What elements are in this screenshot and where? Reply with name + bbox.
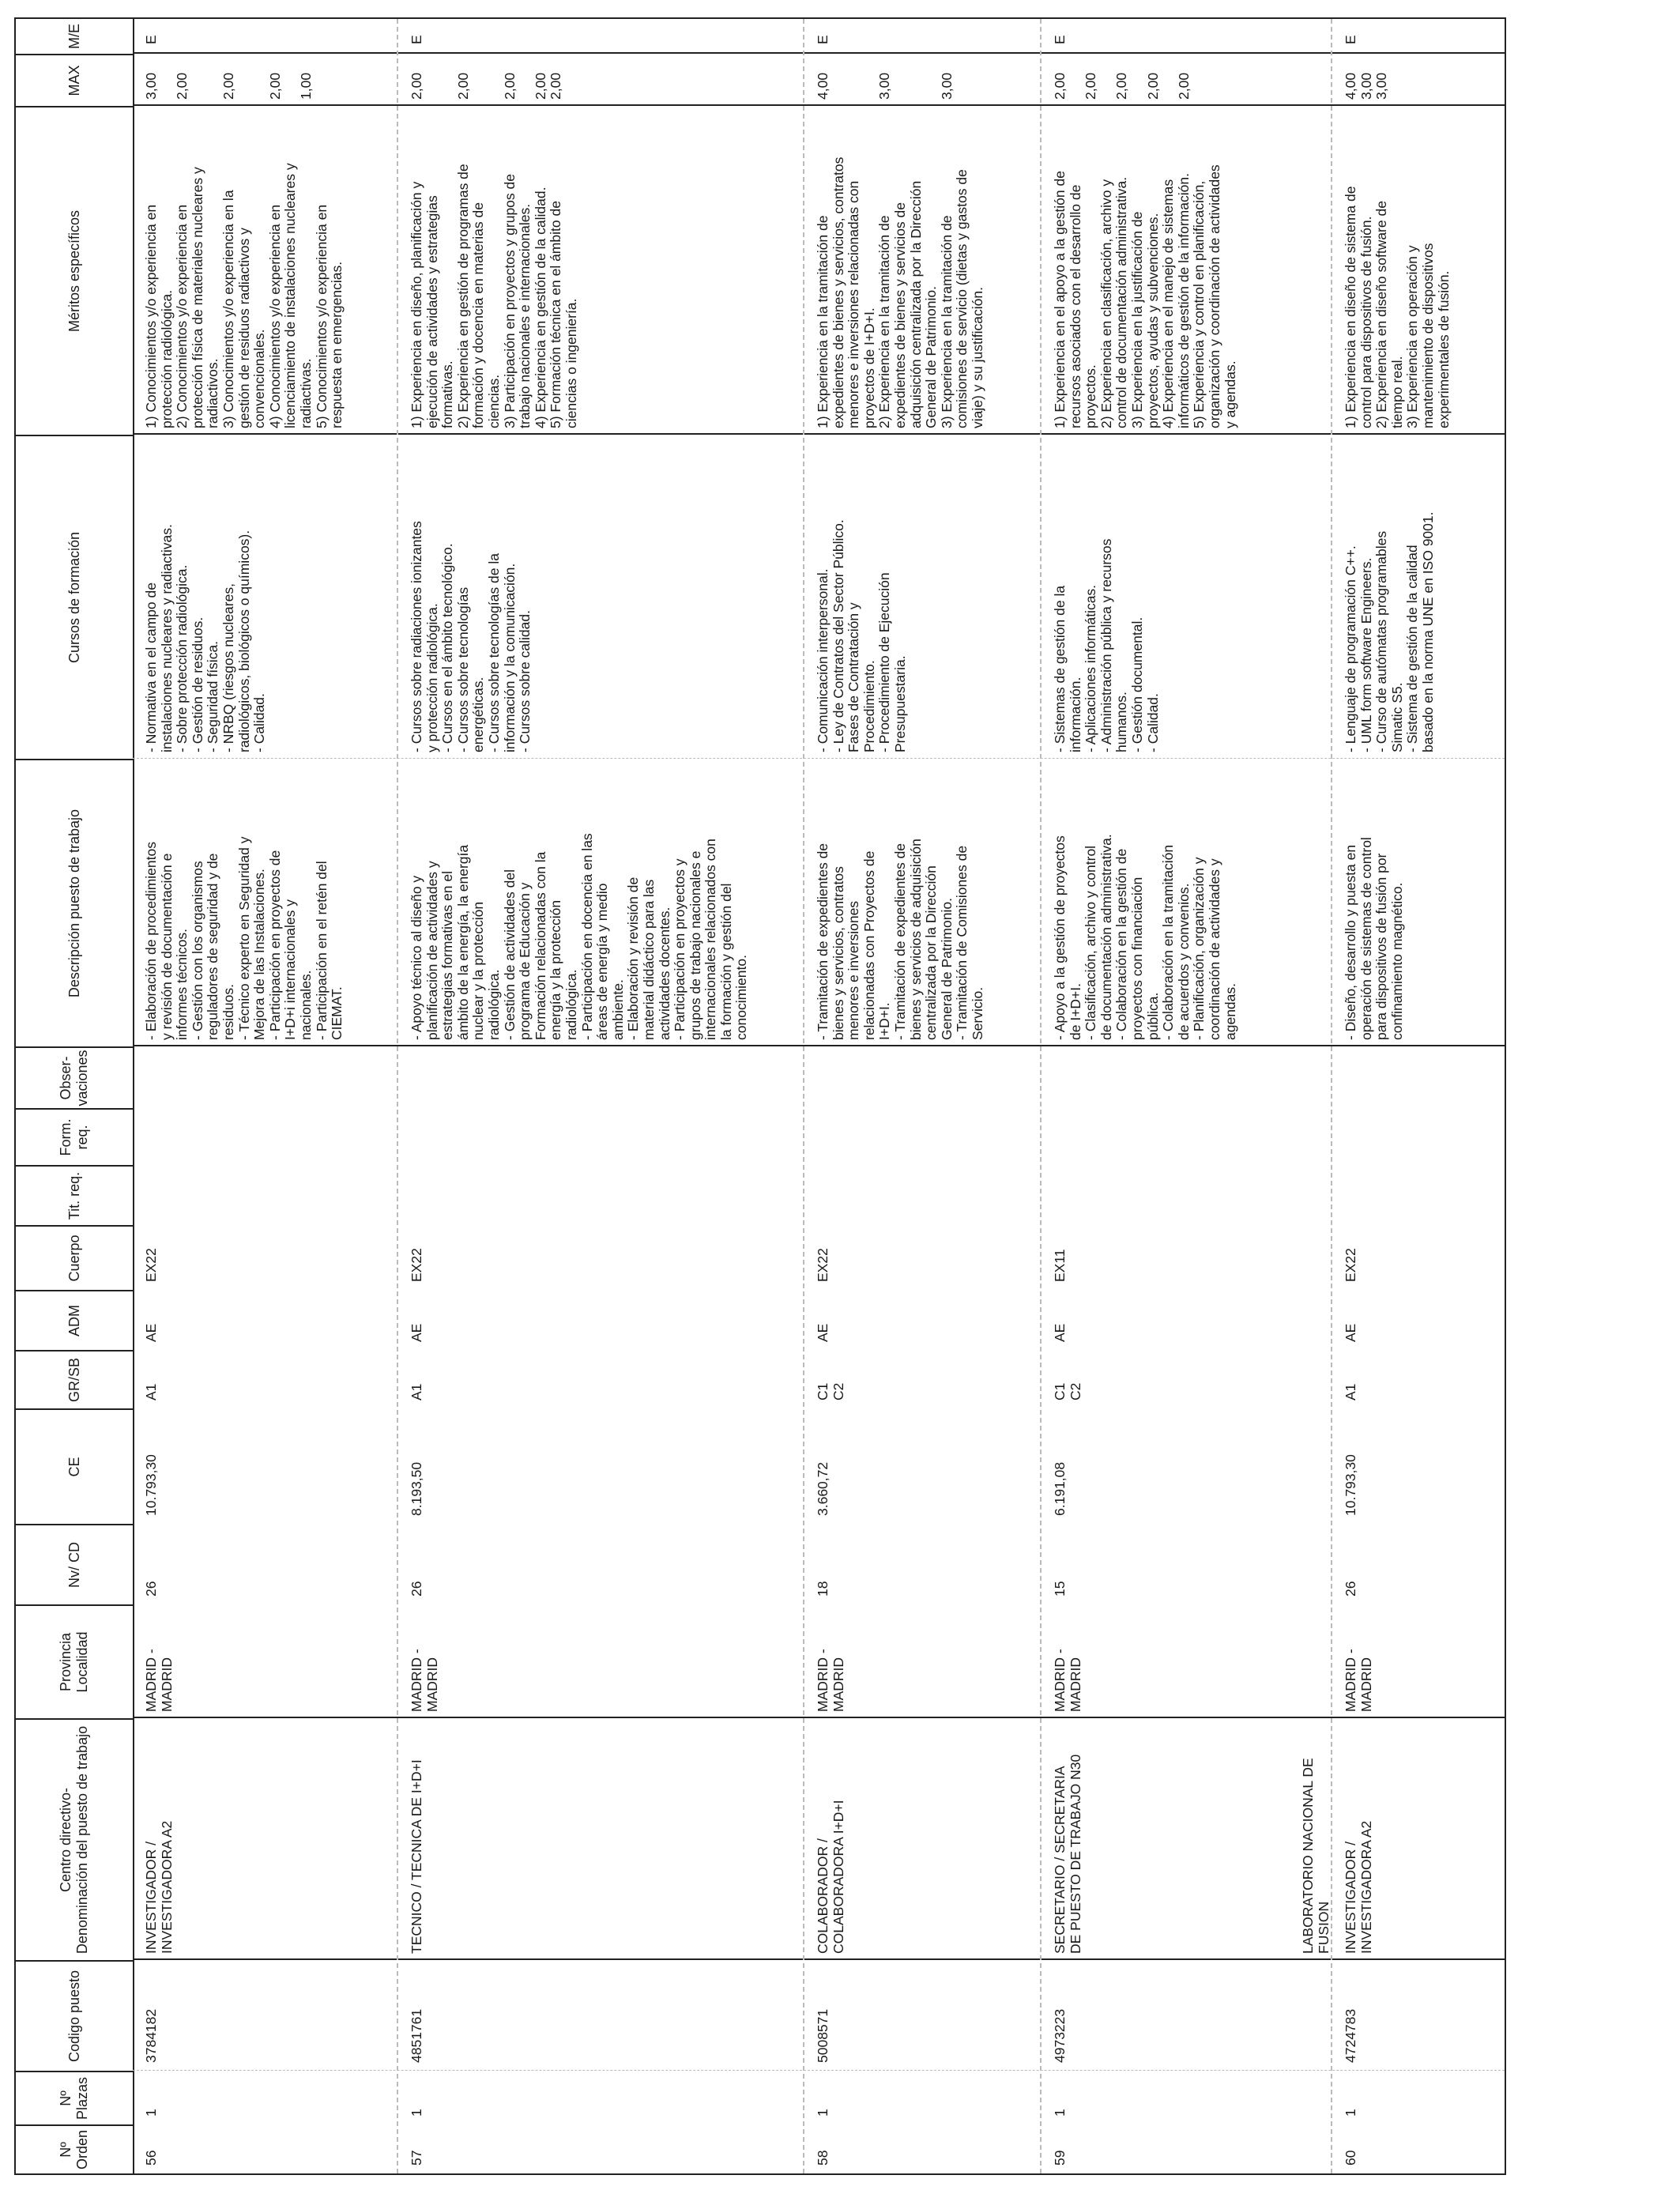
table-row bbox=[803, 19, 1042, 2173]
cell-cursos: - Sistemas de gestión de la información. - Aplicaciones informáticas. - Administración pública y recursos humanos. - Gestión documental. - Calidad. bbox=[1052, 538, 1161, 752]
cell-adm: AE bbox=[143, 1323, 159, 1342]
cell-nivel: 26 bbox=[409, 1581, 424, 1596]
cell-meritos: 1) Experiencia en la tramitación de expedientes de bienes y servicios, contratos menores e inversiones relacionadas con proyectos de I+D+I. 2) Experiencia en la tramitación de expedientes de bienes y servicios de adquisición centralizada por la Dirección General de Patrimonio. 3) Experiencia en la tramitación de comisiones de servicio (dietas y gastos de viaje) y su justificación. bbox=[815, 156, 985, 428]
cell-ce: 6.191,08 bbox=[1052, 1461, 1068, 1516]
cell-descripcion: - Elaboración de procedimientos y revisión de documentación e informes técnicos. - Gestión con los organismos reguladores de seguridad y de residuos. - Técnico experto en Seguridad y Mejora de las Instalaciones. - Participación en proyectos de I+D+i internacionales y nacionales. - Participación en el retén del CIEMAT. bbox=[143, 836, 345, 1040]
header-max: MAX bbox=[16, 54, 133, 106]
header-plazas: Nº Plazas bbox=[16, 2071, 133, 2124]
cell-descripcion: - Apoyo técnico al diseño y planificación de actividades y estrategias formativas en el ámbito de la energía, la energía nuclear y la protección radiológica. - Gestión de actividades del programa de Educación y Formación relacionadas con la energía y la protección radiológica. - Participación en docencia en las áreas de energía y medio ambiente. - Elaboración y revisión de material didáctico para las actividades docentes. - Participación en proyectos y grupos de trabajo nacionales e internacionales relacionados con la formación y gestión del conocimiento. bbox=[409, 833, 750, 1040]
cell-max: 4,00 3,00 3,00 bbox=[815, 72, 955, 100]
cell-provincia: MADRID - MADRID bbox=[815, 1649, 846, 1712]
cell-descripcion: - Diseño, desarrollo y puesta en operación de sistemas de control para dispositivos de fusión por confinamiento magnético. bbox=[1343, 837, 1405, 1040]
cell-cursos: - Cursos sobre radiaciones ionizantes y protección radiológica. - Cursos en el ámbito tecnológico. - Cursos sobre tecnologías energéticas. - Cursos sobre tecnologías de la información y la comunicación. - Cursos sobre calidad. bbox=[409, 521, 533, 752]
cell-nivel: 26 bbox=[1343, 1581, 1358, 1596]
cell-grsb: C1 C2 bbox=[1052, 1382, 1083, 1400]
cell-centro: TECNICO / TECNICA DE I+D+I bbox=[409, 1759, 424, 1954]
cell-adm: AE bbox=[1343, 1323, 1358, 1342]
cell-orden: 60 bbox=[1343, 2150, 1358, 2166]
cell-centro: INVESTIGADOR / INVESTIGADORA A2 bbox=[1343, 1820, 1374, 1954]
cell-meritos: 1) Experiencia en el apoyo a la gestión de recursos asociados con el desarrollo de proyectos. 2) Experiencia en clasificación, archivo y control de documentación administrativa. 3) Experiencia en la justificación de proyectos, ayudas y subvenciones. 4) Experiencia en el manejo de sistemas informáticos de gestión de la información. 5) Experiencia y control en planificación, organización y coordinación de actividades y agendas. bbox=[1052, 164, 1238, 428]
cell-cursos: - Lenguaje de programación C++. - UML form software Engineers. - Curso de autómatas programables Simatic S5. - Sistema de gestión de la calidad basado en la norma UNE en ISO 9001. bbox=[1343, 511, 1436, 752]
cell-cursos: - Comunicación interpersonal. - Ley de Contratos del Sector Público. Fases de Contratación y Procedimiento. - Procedimiento de Ejecución Presupuestaria. bbox=[815, 519, 908, 752]
cell-meritos: 1) Conocimientos y/o experiencia en protección radiológica. 2) Conocimientos y/o experiencia en protección física de materiales nucleares y radiactivos. 3) Conocimientos y/o experiencia en la gestión de residuos radiactivos y convencionales. 4) Conocimientos y/o experiencia en licenciamiento de instalaciones nucleares y radiactivas. 5) Conocimientos y/o experiencia en respuesta en emergencias. bbox=[143, 163, 345, 428]
cell-max: 4,00 3,00 3,00 bbox=[1343, 72, 1390, 100]
cell-plazas: 1 bbox=[409, 2109, 424, 2117]
cell-plazas: 1 bbox=[1343, 2109, 1358, 2117]
cell-centro: INVESTIGADOR / INVESTIGADORA A2 bbox=[143, 1820, 175, 1954]
header-adm: ADM bbox=[16, 1290, 133, 1350]
cell-provincia: MADRID - MADRID bbox=[1343, 1649, 1374, 1712]
header-tit: Tit. req. bbox=[16, 1165, 133, 1225]
header-grsb: GR/SB bbox=[16, 1350, 133, 1408]
cell-ce: 8.193,50 bbox=[409, 1461, 424, 1516]
cell-nivel: 18 bbox=[815, 1581, 831, 1596]
header-form: Form. req. bbox=[16, 1108, 133, 1165]
cell-provincia: MADRID - MADRID bbox=[1052, 1649, 1083, 1712]
header-codigo: Codigo puesto bbox=[16, 1960, 133, 2071]
header-ce: CE bbox=[16, 1408, 133, 1524]
cell-me: E bbox=[815, 35, 831, 44]
cell-grsb: A1 bbox=[409, 1383, 424, 1400]
cell-cuerpo: EX22 bbox=[143, 1248, 159, 1282]
cell-orden: 57 bbox=[409, 2150, 424, 2166]
cell-max: 2,00 2,00 2,00 2,00 2,00 bbox=[1052, 72, 1192, 100]
header-orden: Nº Orden bbox=[16, 2124, 133, 2173]
cell-adm: AE bbox=[815, 1323, 831, 1342]
cell-plazas: 1 bbox=[1052, 2109, 1068, 2117]
cell-nivel: 26 bbox=[143, 1581, 159, 1596]
cell-cuerpo: EX22 bbox=[815, 1248, 831, 1282]
header-cuerpo: Cuerpo bbox=[16, 1225, 133, 1290]
cell-nivel: 15 bbox=[1052, 1581, 1068, 1596]
cell-plazas: 1 bbox=[815, 2109, 831, 2117]
cell-codigo: 4851761 bbox=[409, 2008, 424, 2063]
cell-me: E bbox=[409, 35, 424, 44]
cell-me: E bbox=[1343, 35, 1358, 44]
cell-adm: AE bbox=[409, 1323, 424, 1342]
cell-meritos: 1) Experiencia en diseño de sistema de control para dispositivos de fusión. 2) Experiencia en diseño software de tiempo real. 3) Experiencia en operación y mantenimiento de dispositivos experimentales de fusión. bbox=[1343, 186, 1452, 428]
cell-max: 3,00 2,00 2,00 2,00 1,00 bbox=[143, 72, 314, 100]
header-provincia: Provincia Localidad bbox=[16, 1604, 133, 1718]
cell-cursos: - Normativa en el campo de instalaciones nucleares y radiactivas. - Sobre protección radiológica. - Gestión de residuos. - Seguridad física. - NRBQ (riesgos nucleares, radiológicos, biológicos o químicos). - Calidad. bbox=[143, 524, 268, 752]
cell-me: E bbox=[1052, 35, 1068, 44]
header-descripcion: Descripción puesto de trabajo bbox=[16, 759, 133, 1046]
table-row bbox=[133, 19, 397, 2173]
cell-descripcion: - Tramitación de expedientes de bienes y servicios, contratos menores e inversiones relacionadas con Proyectos de I+D+I. - Tramitación de expedientes de bienes y servicios de adquisición centralizada por la Dirección General de Patrimonio. - Tramitación de Comisiones de Servicio. bbox=[815, 839, 985, 1040]
header-nivel: Nv/ CD bbox=[16, 1524, 133, 1604]
cell-orden: 56 bbox=[143, 2150, 159, 2166]
cell-codigo: 5008571 bbox=[815, 2008, 831, 2063]
cell-cuerpo: EX22 bbox=[1343, 1248, 1358, 1282]
cell-ce: 10.793,30 bbox=[1343, 1454, 1358, 1516]
cell-orden: 59 bbox=[1052, 2150, 1068, 2166]
table-row bbox=[1300, 19, 1508, 2173]
cell-codigo: 3784182 bbox=[143, 2008, 159, 2063]
cell-provincia: MADRID - MADRID bbox=[143, 1649, 175, 1712]
header-me: M/E bbox=[66, 24, 82, 50]
cell-provincia: MADRID - MADRID bbox=[409, 1649, 440, 1712]
cell-codigo: 4724783 bbox=[1343, 2008, 1358, 2063]
cell-centro: COLABORADOR / COLABORADORA I+D+I bbox=[815, 1800, 846, 1954]
cell-codigo: 4973223 bbox=[1052, 2008, 1068, 2063]
cell-me: E bbox=[143, 35, 159, 44]
header-meritos: Méritos específicos bbox=[16, 106, 133, 435]
cell-descripcion: - Apoyo a la gestión de proyectos de I+D+I. - Clasificación, archivo y control de documentación administrativa. - Colaboración en la gestión de proyectos con financiación pública. - Colaboración en la tramitación de acuerdos y convenios. - Planificación, organización y coordinación de actividades y agendas. bbox=[1052, 834, 1238, 1040]
cell-grsb: A1 bbox=[1343, 1383, 1358, 1400]
table-row bbox=[1040, 19, 1332, 2173]
job-posts-table bbox=[14, 17, 1506, 2175]
cell-cuerpo: EX11 bbox=[1052, 1249, 1068, 1282]
header-cursos: Cursos de formación bbox=[16, 435, 133, 759]
table-header bbox=[16, 19, 134, 2173]
cell-adm: AE bbox=[1052, 1323, 1068, 1342]
cell-orden: 58 bbox=[815, 2150, 831, 2166]
cell-centro: SECRETARIO / SECRETARIA DE PUESTO DE TRABAJO N30 bbox=[1052, 1754, 1083, 1954]
table-row bbox=[397, 19, 804, 2173]
cell-meritos: 1) Experiencia en diseño, planificación y ejecución de actividades y estrategias formativas. 2) Experiencia en gestión de programas de formación y docencia en materias de ciencias. 3) Participación en proyectos y grupos de trabajo nacionales e internacionales. 4) Experiencia en gestión de la calidad. 5) Formación técnica en el ámbito de ciencias o ingeniería. bbox=[409, 164, 579, 428]
cell-ce: 10.793,30 bbox=[143, 1454, 159, 1516]
cell-grsb: C1 C2 bbox=[815, 1382, 846, 1400]
header-centro: Centro directivo- Denominación del puesto de trabajo bbox=[16, 1718, 133, 1960]
header-obs: Obser- vaciones bbox=[16, 1046, 133, 1108]
cell-ce: 3.660,72 bbox=[815, 1461, 831, 1516]
cell-cuerpo: EX22 bbox=[409, 1248, 424, 1282]
cell-grsb: A1 bbox=[143, 1383, 159, 1400]
cell-max: 2,00 2,00 2,00 2,00 2,00 bbox=[409, 72, 564, 100]
centro-group-heading: LABORATORIO NACIONAL DE FUSION bbox=[1300, 1758, 1332, 1954]
cell-plazas: 1 bbox=[143, 2109, 159, 2117]
